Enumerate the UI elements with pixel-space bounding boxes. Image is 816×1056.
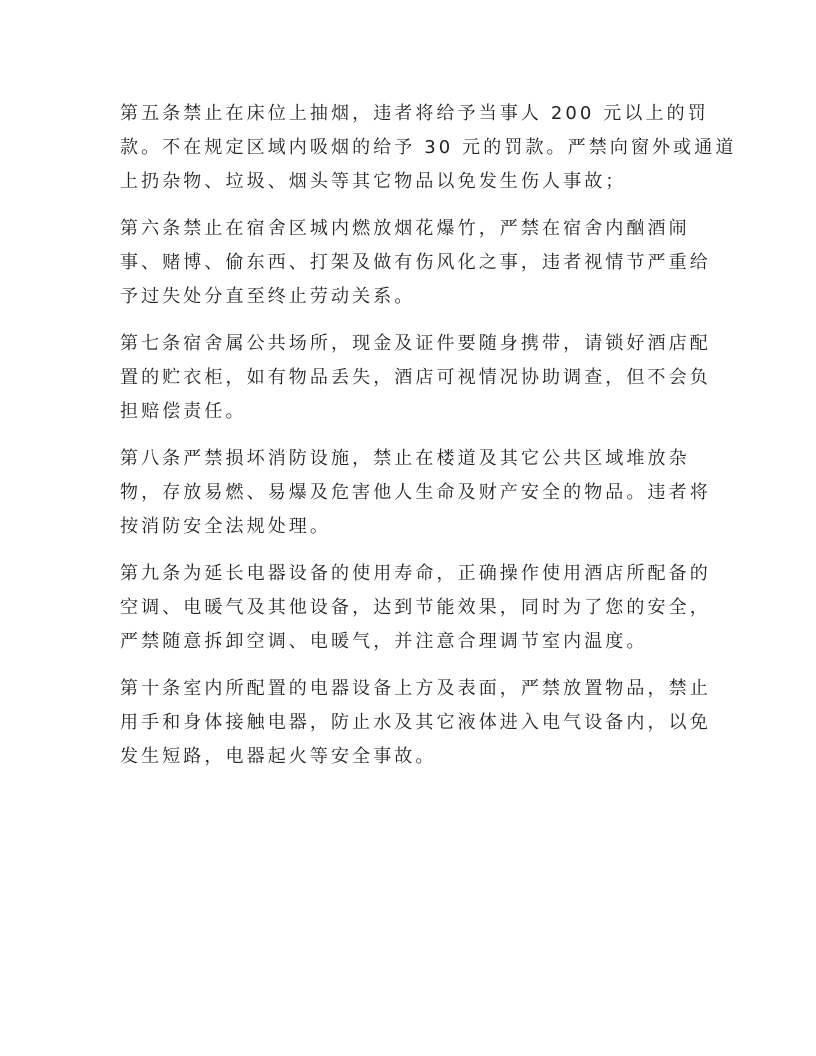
text-line: 用手和身体接触电器，防止水及其它液体进入电气设备内，以免: [120, 712, 711, 733]
text-line: 空调、电暖气及其他设备，达到节能效果，同时为了您的安全，: [120, 597, 711, 618]
text-line: 按消防安全法规处理。: [120, 516, 331, 537]
article-7: [120, 332, 711, 434]
text-line: 发生短路，电器起火等安全事故。: [120, 746, 437, 767]
article-5: [120, 102, 737, 204]
article-6: [120, 217, 711, 319]
document-page: [120, 102, 737, 792]
article-10: [120, 677, 711, 779]
text-line: 第六条禁止在宿舍区城内燃放烟花爆竹，严禁在宿舍内酗酒闹: [120, 218, 690, 239]
text-line: 第八条严禁损坏消防设施，禁止在楼道及其它公共区域堆放杂: [120, 448, 690, 469]
text-line: 事、赌博、偷东西、打架及做有伤风化之事，违者视情节严重给: [120, 252, 711, 273]
text-line: 置的贮衣柜，如有物品丢失，酒店可视情况协助调查，但不会负: [120, 367, 711, 388]
text-line: 第五条禁止在床位上抽烟，违者将给予当事人 200 元以上的罚: [120, 103, 709, 124]
text-line: 物，存放易燃、易爆及危害他人生命及财产安全的物品。违者将: [120, 482, 711, 503]
article-8: [120, 447, 711, 549]
text-line: 上扔杂物、垃圾、烟头等其它物品以免发生伤人事故；: [120, 171, 627, 192]
text-line: 严禁随意拆卸空调、电暖气，并注意合理调节室内温度。: [120, 631, 648, 652]
text-line: 款。不在规定区域内吸烟的给予 30 元的罚款。严禁向窗外或通道: [120, 137, 737, 158]
text-line: 第九条为延长电器设备的使用寿命，正确操作使用酒店所配备的: [120, 563, 711, 584]
text-line: 第十条室内所配置的电器设备上方及表面，严禁放置物品，禁止: [120, 678, 711, 699]
text-line: 担赔偿责任。: [120, 401, 247, 422]
text-line: 予过失处分直至终止劳动关系。: [120, 286, 416, 307]
text-line: 第七条宿舍属公共场所，现金及证件要随身携带，请锁好酒店配: [120, 333, 711, 354]
article-9: [120, 562, 711, 664]
